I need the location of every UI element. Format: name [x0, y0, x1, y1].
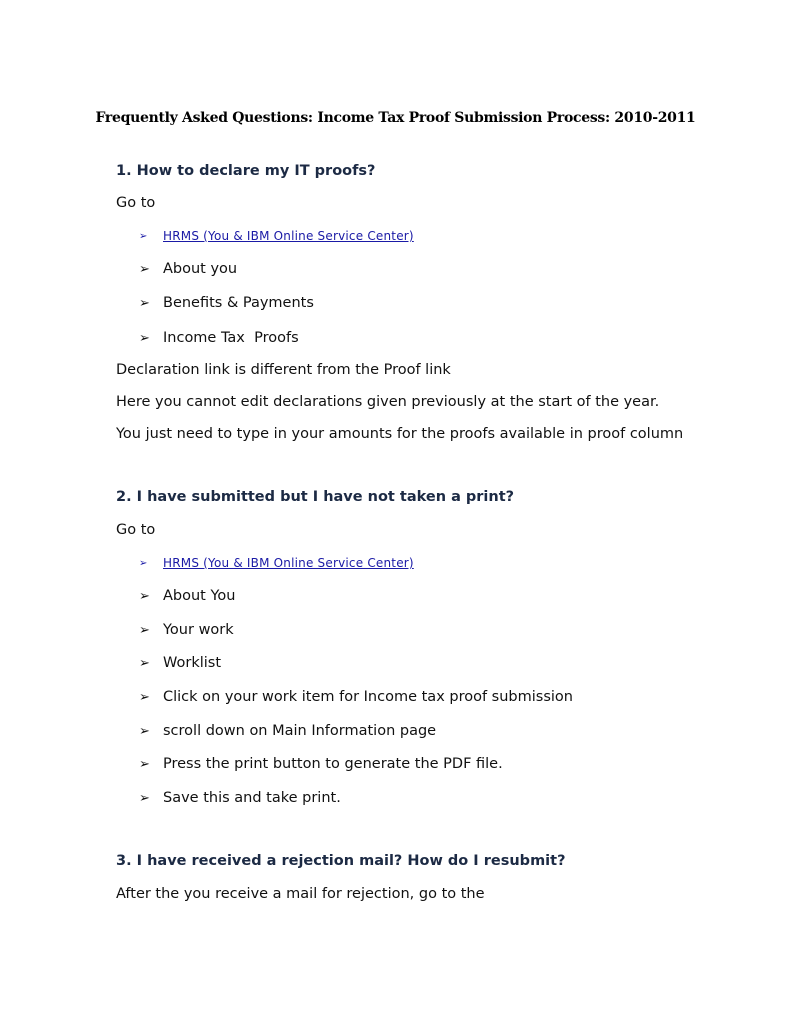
section-1-intro: Go to — [116, 195, 156, 211]
arrow-bullet-icon: ➢ — [139, 261, 150, 277]
list-item — [139, 261, 237, 277]
list-item-label: About You — [163, 588, 236, 604]
list-item — [139, 622, 234, 638]
page-title: Frequently Asked Questions: Income Tax Proof Submission Process: 2010-2011 — [95, 110, 696, 126]
list-item-label: Benefits & Payments — [163, 295, 314, 311]
note-paragraph: Here you cannot edit declarations given previously at the start of the year. — [116, 394, 660, 410]
list-item-label: scroll down on Main Information page — [163, 723, 437, 739]
list-item — [139, 689, 573, 705]
list-item-label: Save this and take print. — [163, 790, 341, 806]
list-item-label: Press the print button to generate the PDF file. — [163, 756, 503, 772]
section-3-intro: After the you receive a mail for rejection, go to the — [116, 886, 485, 902]
list-item-label: Income Tax Proofs — [163, 330, 299, 346]
list-item-label: About you — [163, 261, 238, 277]
hrms-link[interactable]: HRMS (You & IBM Online Service Center) — [163, 556, 414, 570]
section-1-link-item — [139, 229, 414, 243]
list-item — [139, 723, 436, 739]
list-item — [139, 295, 314, 311]
arrow-bullet-icon: ➢ — [139, 689, 150, 705]
arrow-bullet-icon: ➢ — [139, 295, 150, 311]
arrow-bullet-icon: ➢ — [139, 622, 150, 638]
arrow-bullet-icon: ➢ — [139, 723, 150, 739]
faq-heading-3: 3. I have received a rejection mail? How do I resubmit? — [116, 853, 566, 869]
arrow-bullet-icon: ➢ — [139, 330, 150, 346]
section-2-link-item — [139, 556, 414, 570]
list-item — [139, 330, 299, 346]
arrow-bullet-icon: ➢ — [139, 557, 148, 569]
list-item-label: Worklist — [163, 655, 222, 671]
note-paragraph: Declaration link is different from the Proof link — [116, 362, 451, 378]
faq-heading-1: 1. How to declare my IT proofs? — [116, 163, 376, 179]
arrow-bullet-icon: ➢ — [139, 655, 150, 671]
list-item — [139, 588, 235, 604]
list-item — [139, 790, 341, 806]
list-item-label: Your work — [163, 622, 234, 638]
arrow-bullet-icon: ➢ — [139, 588, 150, 604]
arrow-bullet-icon: ➢ — [139, 790, 150, 806]
hrms-link[interactable]: HRMS (You & IBM Online Service Center) — [163, 229, 414, 243]
list-item-label: Click on your work item for Income tax proof submission — [163, 689, 573, 705]
arrow-bullet-icon: ➢ — [139, 230, 148, 242]
section-2-intro: Go to — [116, 522, 156, 538]
arrow-bullet-icon: ➢ — [139, 756, 150, 772]
note-paragraph: You just need to type in your amounts for the proofs available in proof column — [116, 426, 684, 442]
list-item — [139, 655, 221, 671]
list-item — [139, 756, 503, 772]
faq-heading-2: 2. I have submitted but I have not taken a print? — [116, 489, 515, 505]
